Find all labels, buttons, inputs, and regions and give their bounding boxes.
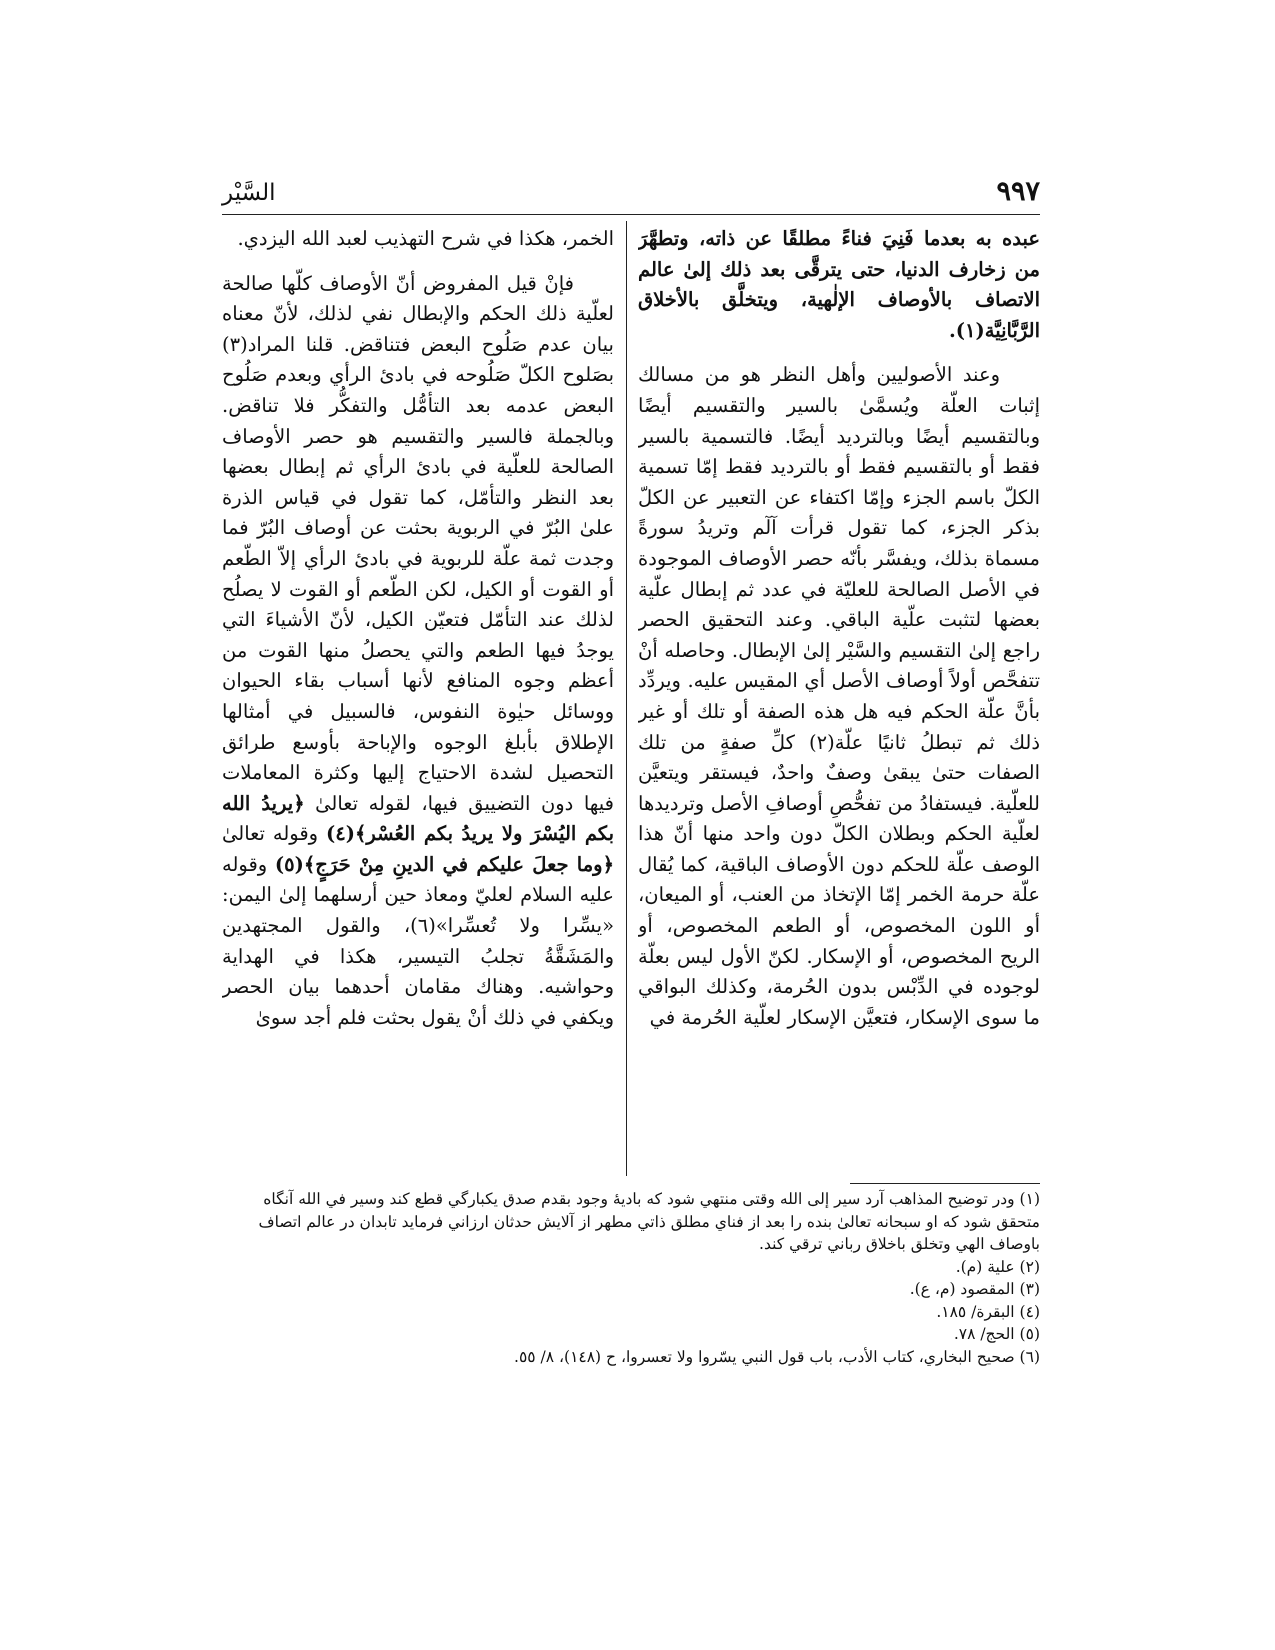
footnote-text: صحيح البخاري، كتاب الأدب، باب قول النبي يسّروا ولا تعسروا، ح (١٤٨)، ٨/ ٥٥. xyxy=(514,1347,1015,1366)
paragraph-text: وقوله تعالىٰ xyxy=(222,822,319,846)
footnote xyxy=(222,1323,1040,1346)
footnote-text: علية (م). xyxy=(955,1257,1015,1276)
paragraph-text: فإنْ قيل المفروض أنّ الأوصاف كلّها صالحة لعلّية ذلك الحكم والإبطال نفي لذلك، لأنّ معناه بيان عدم صَلُوح البعض فتناقض. قلنا المراد(٣) بصَلوح الكلّ صَلُوحه في بادئ الرأي وبعدم صَلُوح البعض عدمه بعد التأمُّل والتفكُّر فلا تناقض. وبالجملة فالسير والتقسيم هو حصر الأوصاف الصالحة للعلّية في بادئ الرأي ثم إبطال بعضها بعد النظر والتأمّل، كما تقول في قياس الذرة علىٰ البُرّ في الربوية بحثت عن أوصاف البُرّ فما وجدت ثمة علّة للربوية في بادئ الرأي إلاّ الطّعم أو القوت أو الكيل، لكن الطّعم أو القوت لا يصلُح لذلك عند التأمّل فتعيّن الكيل، لأنّ الأشياءَ التي يوجدُ فيها الطعم والتي يحصلُ منها القوت من أعظم وجوه المنافع لأنها أسباب بقاء الحيوان ووسائل حيٰوة النفوس، فالسبيل في أمثالها الإطلاق بأبلغ الوجوه والإباحة بأوسع طرائق التحصيل لشدة الاحتياج إليها وكثرة المعاملات فيها دون التضييق فيها، لقوله تعالىٰ xyxy=(222,271,614,815)
footnote-number: (٥) xyxy=(1019,1325,1040,1343)
running-title: السَّيْر xyxy=(222,180,276,206)
page-header xyxy=(222,176,1040,212)
paragraph xyxy=(222,269,614,1034)
footnote-number: (٣) xyxy=(1019,1280,1040,1298)
footnote xyxy=(222,1188,1040,1256)
paragraph: الخمر، هكذا في شرح التهذيب لعبد الله اليزدي. xyxy=(237,227,614,250)
footnote-number: (٢) xyxy=(1019,1257,1040,1276)
quran-verse: ﴿وما جعلَ عليكم في الدينِ مِنْ حَرَجٍ﴾(٥) xyxy=(274,852,614,876)
left-column xyxy=(222,224,614,1174)
footnote-number: (٦) xyxy=(1019,1347,1040,1366)
header-rule xyxy=(222,214,1040,215)
footnote xyxy=(222,1301,1040,1324)
footnote-number: (١) xyxy=(1019,1190,1040,1208)
footnote-number: (٤) xyxy=(1019,1302,1040,1321)
paragraph: وعند الأصوليين وأهل النظر هو من مسالك إثبات العلّة ويُسمَّىٰ بالسير والتقسيم أيضًا وبالتقسيم أيضًا وبالترديد أيضًا. فالتسمية بالسير فقط أو بالتقسيم فقط أو بالترديد فقط إمّا تسمية الكلّ باسم الجزء وإمّا اكتفاء عن التعبير عن الكلّ بذكر الجزء، كما تقول قرأت آلٓم وتريدُ سورةً مسماة بذلك، ويفسَّر بأنّه حصر الأوصاف الموجودة في الأصل الصالحة للعليّة في عدد ثم إبطال علّية بعضها لتثبت علّية الباقي. وعند التحقيق الحصر راجع إلىٰ التقسيم والسَّيْر إلىٰ الإبطال. وحاصله أنْ تتفحَّص أولاً أوصاف الأصل أي المقيس عليه. ويردِّد بأنَّ علّة الحكم فيه هل هذه الصفة أو تلك أو غير ذلك ثم تبطلُ ثانيًا علّة(٢) كلِّ صفةٍ من تلك الصفات حتىٰ يبقىٰ وصفٌ واحدٌ، فيستقر ويتعيَّن للعلّية. فيستفادُ من تفحُّصِ أوصافِ الأصل وترديدها لعلّية الحكم وبطلان الكلّ دون واحد منها أنّ هذا الوصف علّة للحكم دون الأوصاف الباقية، كما يُقال علّة حرمة الخمر إمّا الإتخاذ من العنب، أو الميعان، أو اللون المخصوص، أو الطعم المخصوص، أو الريح المخصوص، أو الإسكار. لكنّ الأول ليس بعلّة لوجوده في الدِّبْس بدون الحُرمة، وكذلك البواقي ما سوى الإسكار، فتعيَّن الإسكار لعلّية الحُرمة في xyxy=(638,363,1040,1029)
footnote xyxy=(222,1346,1040,1369)
footnote-text: الحج/ ٧٨. xyxy=(953,1325,1015,1343)
paragraph-text: وقوله عليه السلام لعليّ ومعاذ حين أرسلهما إلىٰ اليمن: «يسِّرا ولا تُعسِّرا»(٦)، والقول المجتهدين والمَشَقَّةُ تجلبُ التيسير، هكذا في الهداية وحواشيه. وهناك مقامان أحدهما بيان الحصر ويكفي في ذلك أنْ يقول بحثت فلم أجد سوىٰ xyxy=(222,852,614,1029)
page-number: ٩٩٧ xyxy=(996,176,1040,207)
footnotes xyxy=(222,1188,1040,1368)
footnote-text: البقرة/ ١٨٥. xyxy=(936,1302,1015,1321)
footnote-text: ودر توضيح المذاهب آرد سير إلى الله وقتى منتهي شود كه باديهٔ وجود بقدم صدق يكبارگي قطع كند وسير في الله آنگاه متحقق شود كه او سبحانه تعالىٰ بنده را بعد از فناي مطلق ذاتي مطهر از آلايش حدثان ارزاني فرمايد تابدان در عالم اتصاف باوصاف الهي وتخلق باخلاق رباني ترقي كند. xyxy=(258,1190,1040,1253)
footnote-text: المقصود (م، ع). xyxy=(909,1280,1015,1298)
footnote-rule xyxy=(850,1183,1040,1184)
right-column xyxy=(638,224,1040,1174)
paragraph: عبده به بعدما فَنِيَ فناءً مطلقًا عن ذاته، وتطهَّرَ من زخارف الدنيا، حتى يترقَّى بعد ذلك إلىٰ عالم الاتصاف بالأوصاف الإلٰهية، ويتخلَّق بالأخلاق الرَّبَّانِيَّة(١). xyxy=(638,227,1040,342)
footnote xyxy=(222,1278,1040,1301)
footnote xyxy=(222,1256,1040,1279)
column-divider xyxy=(626,221,627,1176)
quran-verse: ﴿يريدُ الله بكم اليُسْرَ ولا يريدُ بكم العُسْر﴾(٤) xyxy=(222,791,614,846)
